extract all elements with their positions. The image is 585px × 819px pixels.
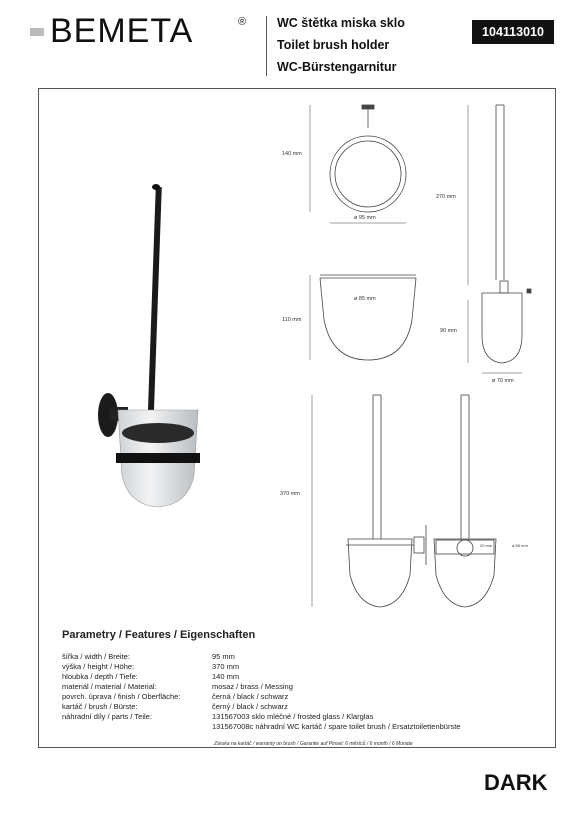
features-table [62, 652, 460, 732]
table-row: výška / height / Höhe: 370 mm [62, 662, 240, 671]
dim-85: ø 85 mm [354, 296, 376, 302]
features-title: Parametry / Features / Eigenschaften [62, 629, 256, 641]
table-row: náhradní díly / parts / Teile: 131567003 sklo mléčné / frosted glass / Klarglas [62, 712, 374, 721]
table-row: kartáč / brush / Bürste: černý / black / schwarz [62, 702, 288, 711]
dim-110: 110 mm [282, 317, 302, 323]
table-row: 131567008c náhradní WC kartáč / spare toilet brush / Ersatztoilettenbürste [212, 722, 461, 731]
dim-95: ø 95 mm [354, 215, 376, 221]
brand-logo: BEMETA [50, 12, 194, 50]
header-separator [266, 16, 267, 76]
dim-370: 370 mm [280, 491, 300, 497]
table-row: hloubka / depth / Tiefe: 140 mm [62, 672, 240, 681]
dim-90: 90 mm [440, 328, 457, 334]
dim-270: 270 mm [436, 194, 456, 200]
title-de: WC-Bürstengarnitur [277, 60, 397, 74]
dim-55: ø 55 mm [512, 543, 528, 548]
registered-mark: ® [238, 16, 247, 28]
warranty-note: Záruka na kartáč / warranty on brush / Garantie auf Pinsel: 6 měsíců / 6 month / 6 Monate [214, 741, 413, 747]
dim-70: ø 70 mm [492, 378, 514, 384]
table-row: šířka / width / Breite: 95 mm [62, 652, 235, 661]
title-cz: WC štětka miska sklo [277, 16, 405, 30]
dim-140: 140 mm [282, 151, 302, 157]
table-row: povrch. úprava / finish / Oberfläche: černá / black / schwarz [62, 692, 289, 701]
table-row: materiál / material / Material: mosaz / brass / Messing [62, 682, 293, 691]
logo-bar [30, 28, 44, 36]
series-name: DARK [484, 770, 548, 795]
dim-20: 20 mm [480, 543, 493, 548]
title-en: Toilet brush holder [277, 38, 390, 52]
technical-drawings [260, 95, 550, 615]
product-image [90, 175, 230, 515]
product-code-badge: 104113010 [472, 20, 554, 44]
